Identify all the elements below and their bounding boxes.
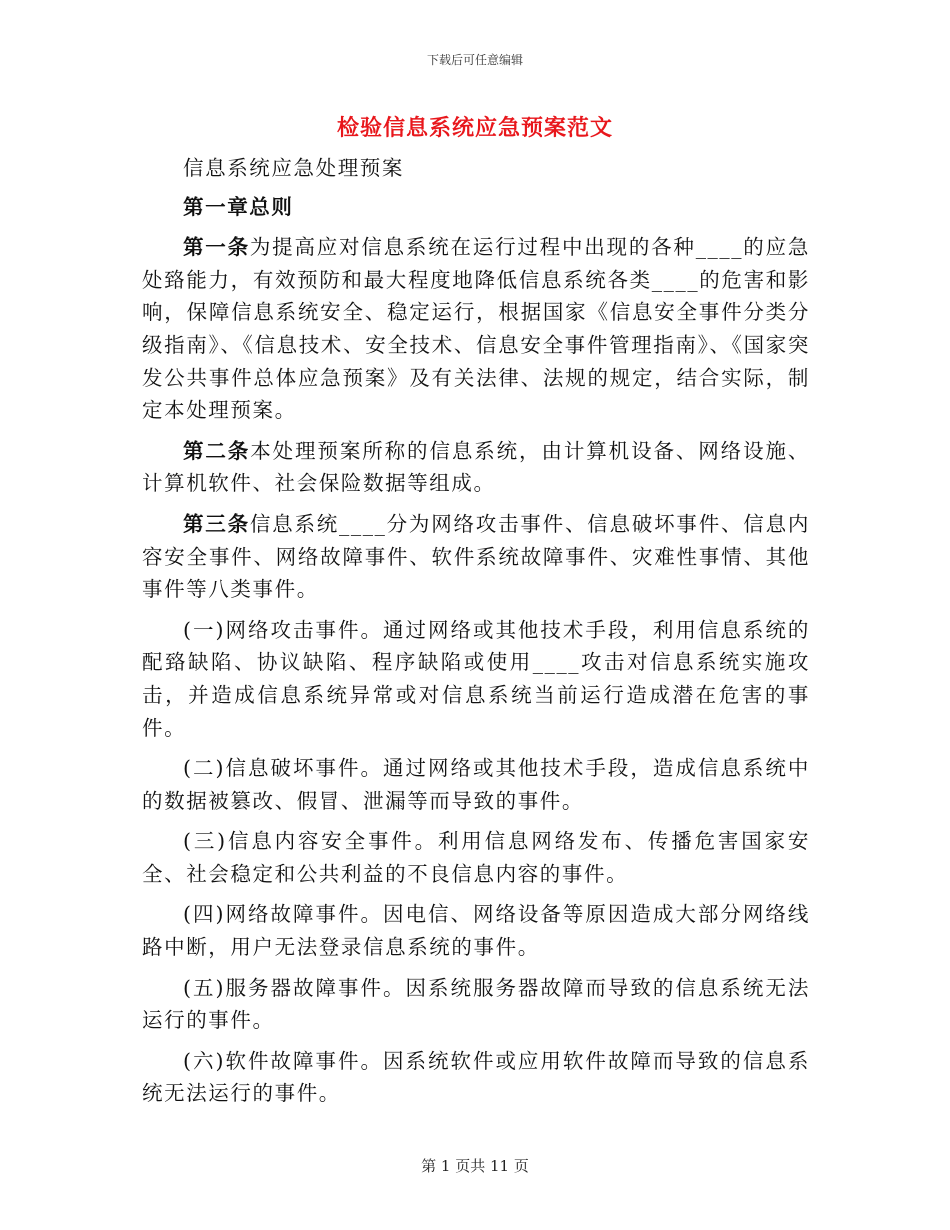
article-label: 第三条 bbox=[183, 511, 250, 536]
article-text: 信息系统____分为网络攻击事件、信息破坏事件、信息内容安全事件、网络故障事件、软件系统故障事件、灾难性事情、其他事件等八类事件。 bbox=[142, 511, 810, 602]
document-title: 检验信息系统应急预案范文 bbox=[336, 115, 613, 141]
list-item: (三)信息内容安全事件。利用信息网络发布、传播危害国家安全、社会稳定和公共利益的不良信息内容的事件。 bbox=[142, 829, 810, 886]
page-footer: 第 1 页共 11 页 bbox=[421, 1157, 529, 1175]
list-item: (二)信息破坏事件。通过网络或其他技术手段，造成信息系统中的数据被篡改、假冒、泄漏等而导致的事件。 bbox=[142, 756, 810, 813]
article-label: 第一条 bbox=[183, 235, 250, 260]
article-text: 本处理预案所称的信息系统，由计算机设备、网络设施、计算机软件、社会保险数据等组成。 bbox=[142, 438, 810, 496]
article-3 bbox=[142, 508, 810, 606]
list-item: (四)网络故障事件。因电信、网络设备等原因造成大部分网络线路中断，用户无法登录信息系统的事件。 bbox=[142, 902, 810, 960]
list-item: (一)网络攻击事件。通过网络或其他技术手段，利用信息系统的配臵缺陷、协议缺陷、程序缺陷或使用____攻击对信息系统实施攻击，并造成信息系统异常或对信息系统当前运行造成潜在危害的事件。 bbox=[142, 617, 810, 740]
article-2 bbox=[142, 435, 810, 500]
chapter-heading: 第一章总则 bbox=[183, 194, 294, 219]
subtitle: 信息系统应急处理预案 bbox=[183, 156, 404, 180]
article-1 bbox=[142, 231, 810, 427]
list-item: (六)软件故障事件。因系统软件或应用软件故障而导致的信息系统无法运行的事件。 bbox=[142, 1048, 810, 1106]
list-item: (五)服务器故障事件。因系统服务器故障而导致的信息系统无法运行的事件。 bbox=[142, 975, 810, 1033]
header-note: 下载后可任意编辑 bbox=[426, 53, 523, 67]
article-text: 为提高应对信息系统在运行过程中出现的各种____的应急处臵能力，有效预防和最大程度地降低信息系统各类____的危害和影响，保障信息系统安全、稳定运行，根据国家《信息安全事件分类分级指南》、《信息技术、安全技术、信息安全事件管理指南》、《国家突发公共事件总体应急预案》及有关法律、法规的规定，结合实际，制定本处理预案。 bbox=[142, 235, 810, 423]
document-body bbox=[142, 152, 810, 1110]
article-label: 第二条 bbox=[183, 438, 251, 463]
